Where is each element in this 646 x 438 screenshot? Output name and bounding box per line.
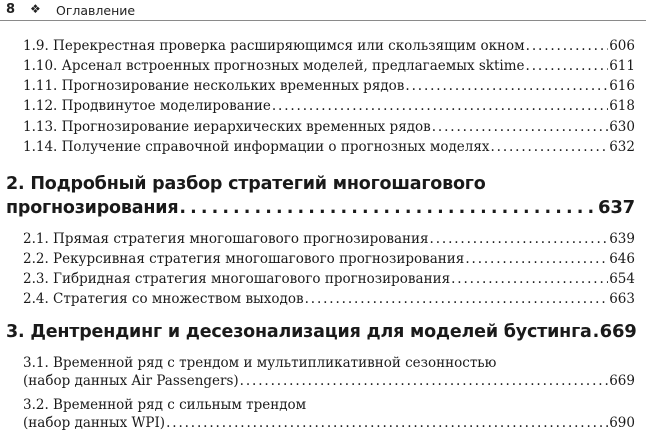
dot-leader — [305, 290, 609, 308]
toc-page-number: 616 — [609, 78, 635, 94]
toc-entry-title-line1: 3.2. Временной ряд с сильным трендом — [23, 397, 307, 413]
toc-chapter-2[interactable] — [6, 172, 635, 220]
toc-entry-title: 2.3. Гибридная стратегия многошагового прогнозирования — [23, 271, 451, 287]
dot-leader — [405, 77, 608, 95]
toc-page-number: 690 — [609, 415, 635, 431]
toc-entry-title: 1.12. Продвинутое моделирование — [23, 98, 271, 114]
toc-entry-title: 2.4. Стратегия со множеством выходов — [23, 291, 304, 307]
toc-entry-title-line2: (набор данных Air Passengers) — [23, 373, 239, 389]
toc-page-number: 646 — [609, 251, 635, 267]
toc-entry-1-12[interactable] — [23, 97, 635, 115]
toc-entry-1-10[interactable] — [23, 57, 635, 75]
toc-page-number: 663 — [609, 291, 635, 307]
chapter-page-number: 669 — [599, 321, 637, 342]
toc-page-number: 639 — [609, 231, 635, 247]
toc-entry-1-14[interactable] — [23, 138, 635, 156]
toc-entry-title: 2.2. Рекурсивная стратегия многошагового прогнозирования — [23, 251, 465, 267]
toc-entry-2-2[interactable] — [23, 250, 635, 268]
toc-entry-2-1[interactable] — [23, 230, 635, 248]
toc-entry-title: 1.10. Арсенал встроенных прогнозных моделей, предлагаемых sktime — [23, 58, 525, 74]
dot-leader — [430, 230, 609, 248]
toc-entry-1-9[interactable] — [23, 37, 635, 55]
toc-entry-3-1[interactable] — [23, 354, 635, 390]
chapter-title: 3. Дентрендинг и десезонализация для моделей бустинга — [6, 322, 592, 342]
running-header — [0, 0, 646, 21]
toc-page-number: 632 — [609, 139, 635, 155]
dot-leader — [526, 57, 609, 75]
chapter-title-line1: 2. Подробный разбор стратегий многошагового — [6, 174, 486, 194]
toc-entry-3-2[interactable] — [23, 396, 635, 432]
toc-entry-title: 1.11. Прогнозирование нескольких временных рядов — [23, 78, 405, 94]
toc-entry-1-13[interactable] — [23, 118, 635, 136]
toc-chapter-3[interactable] — [6, 320, 635, 344]
chapter-title-line2: прогнозирования — [6, 198, 179, 218]
running-title: Оглавление — [56, 3, 136, 18]
dot-leader — [240, 372, 609, 390]
dot-leader — [465, 250, 608, 268]
toc-entry-2-4[interactable] — [23, 290, 635, 308]
toc-page-number: 654 — [609, 271, 635, 287]
dot-leader — [272, 97, 608, 115]
toc-page-number: 606 — [609, 38, 635, 54]
dot-leader — [593, 320, 599, 344]
dot-leader — [526, 37, 609, 55]
toc-entry-title: 1.9. Перекрестная проверка расширяющимся или скользящим окном — [23, 38, 525, 54]
toc-entry-1-11[interactable] — [23, 77, 635, 95]
dot-leader — [179, 196, 597, 220]
toc-page-number: 669 — [609, 373, 635, 389]
dot-leader — [490, 138, 608, 156]
toc-page-number: 611 — [609, 58, 635, 74]
toc-entry-title-line1: 3.1. Временной ряд с трендом и мультипликативной сезонностью — [23, 355, 497, 371]
toc-entry-title: 1.14. Получение справочной информации о прогнозных моделях — [23, 139, 490, 155]
toc-page-number: 630 — [609, 119, 635, 135]
toc-entry-title-line2: (набор данных WPI) — [23, 415, 166, 431]
toc-entry-title: 2.1. Прямая стратегия многошагового прогнозирования — [23, 231, 429, 247]
chapter-page-number: 637 — [598, 197, 635, 218]
dot-leader — [432, 118, 608, 136]
dot-leader — [451, 270, 608, 288]
toc-entry-2-3[interactable] — [23, 270, 635, 288]
toc-entry-title: 1.13. Прогнозирование иерархических временных рядов — [23, 119, 431, 135]
page-number: 8 — [6, 2, 16, 17]
toc-page-number: 618 — [609, 98, 635, 114]
dot-leader — [166, 414, 608, 432]
ornament-icon: ❖ — [30, 2, 41, 16]
